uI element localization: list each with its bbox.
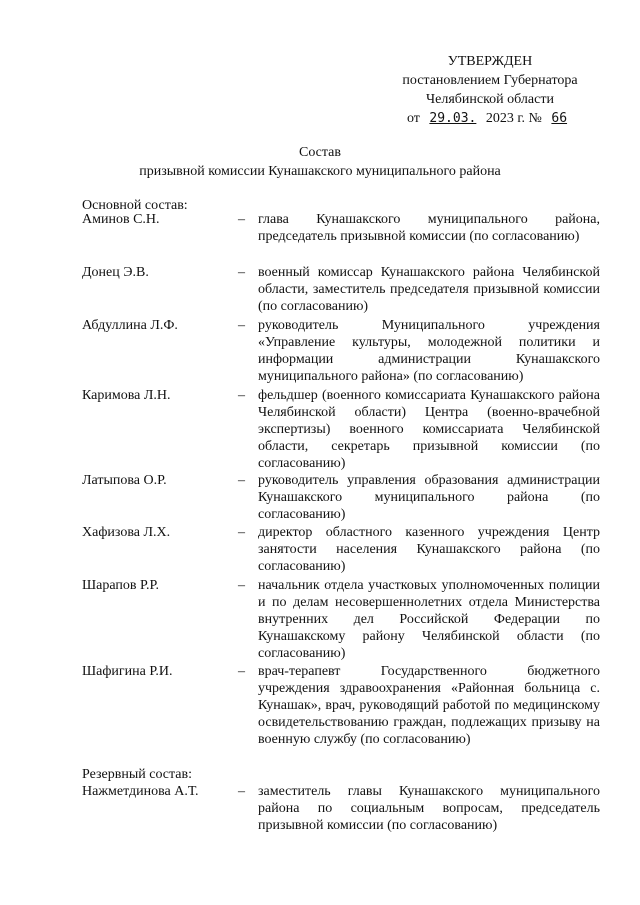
member-dash: – <box>238 265 245 280</box>
member-dash: – <box>238 784 245 799</box>
member-role: глава Кунашакского муниципального района, председатель призывной комиссии (по согласованию) <box>258 212 600 244</box>
approval-number: 66 <box>551 111 568 126</box>
member-role: военный комиссар Кунашакского района Челябинской области, заместитель председателя призывной комиссии (по согласованию) <box>258 265 600 314</box>
member-name: Шафигина Р.И. <box>82 664 173 679</box>
approval-stamp: УТВЕРЖДЕН <box>447 54 533 69</box>
title-line-2: призывной комиссии Кунашакского муниципального района <box>139 164 501 179</box>
member-role: фельдшер (военного комиссариата Кунашакского района Челябинской области) Центра (военно-врачебной экспертизы) военного комиссариата Челябинской области, секретарь призывной комиссии (по согласованию) <box>258 388 600 471</box>
member-name: Каримова Л.Н. <box>82 388 171 403</box>
approval-date: 29.03. <box>429 111 477 126</box>
member-dash: – <box>238 212 245 227</box>
date-prefix: от <box>406 111 420 126</box>
member-dash: – <box>238 388 245 403</box>
approval-block <box>380 52 600 128</box>
member-role: директор областного казенного учреждения Центр занятости населения Кунашакского района (по согласованию) <box>258 525 600 574</box>
member-name: Шарапов Р.Р. <box>82 578 160 593</box>
member-name: Латыпова О.Р. <box>82 473 167 488</box>
approval-date-line <box>380 109 600 128</box>
member-role: руководитель Муниципального учреждения «Управление культуры, молодежной политики и информации администрации Кунашакского муниципального района» (по согласованию) <box>258 318 600 384</box>
member-role: начальник отдела участковых уполномоченных полиции и по делам несовершеннолетних отдела Министерства внутренних дел Российской Федерации по Кунашакскому району Челябинской области (по согласованию) <box>258 578 600 661</box>
main-section-label: Основной состав: <box>82 198 188 213</box>
approval-year: 2023 г. № <box>485 111 542 126</box>
member-dash: – <box>238 578 245 593</box>
member-role: врач-терапевт Государственного бюджетного учреждения здравоохранения «Районная больница с. Кунашак», врач, руководящий работой по медицинскому освидетельствованию граждан, подлежащих призыву на военную службу (по согласованию) <box>258 664 600 747</box>
member-name: Абдуллина Л.Ф. <box>82 318 178 333</box>
reserve-section-label: Резервный состав: <box>82 767 193 782</box>
member-dash: – <box>238 473 245 488</box>
member-role: руководитель управления образования администрации Кунашакского муниципального района (по согласованию) <box>258 473 600 522</box>
document-title <box>0 143 640 181</box>
member-dash: – <box>238 525 245 540</box>
member-role: заместитель главы Кунашакского муниципального района по социальным вопросам, председатель призывной комиссии (по согласованию) <box>258 784 600 833</box>
member-dash: – <box>238 318 245 333</box>
member-name: Хафизова Л.Х. <box>82 525 171 540</box>
member-dash: – <box>238 664 245 679</box>
approval-line-region: Челябинской области <box>426 92 554 107</box>
member-name: Аминов С.Н. <box>82 212 160 227</box>
approval-line-decree: постановлением Губернатора <box>402 73 578 88</box>
member-name: Донец Э.В. <box>82 265 149 280</box>
member-name: Нажметдинова А.Т. <box>82 784 199 799</box>
title-line-1: Состав <box>298 145 341 160</box>
